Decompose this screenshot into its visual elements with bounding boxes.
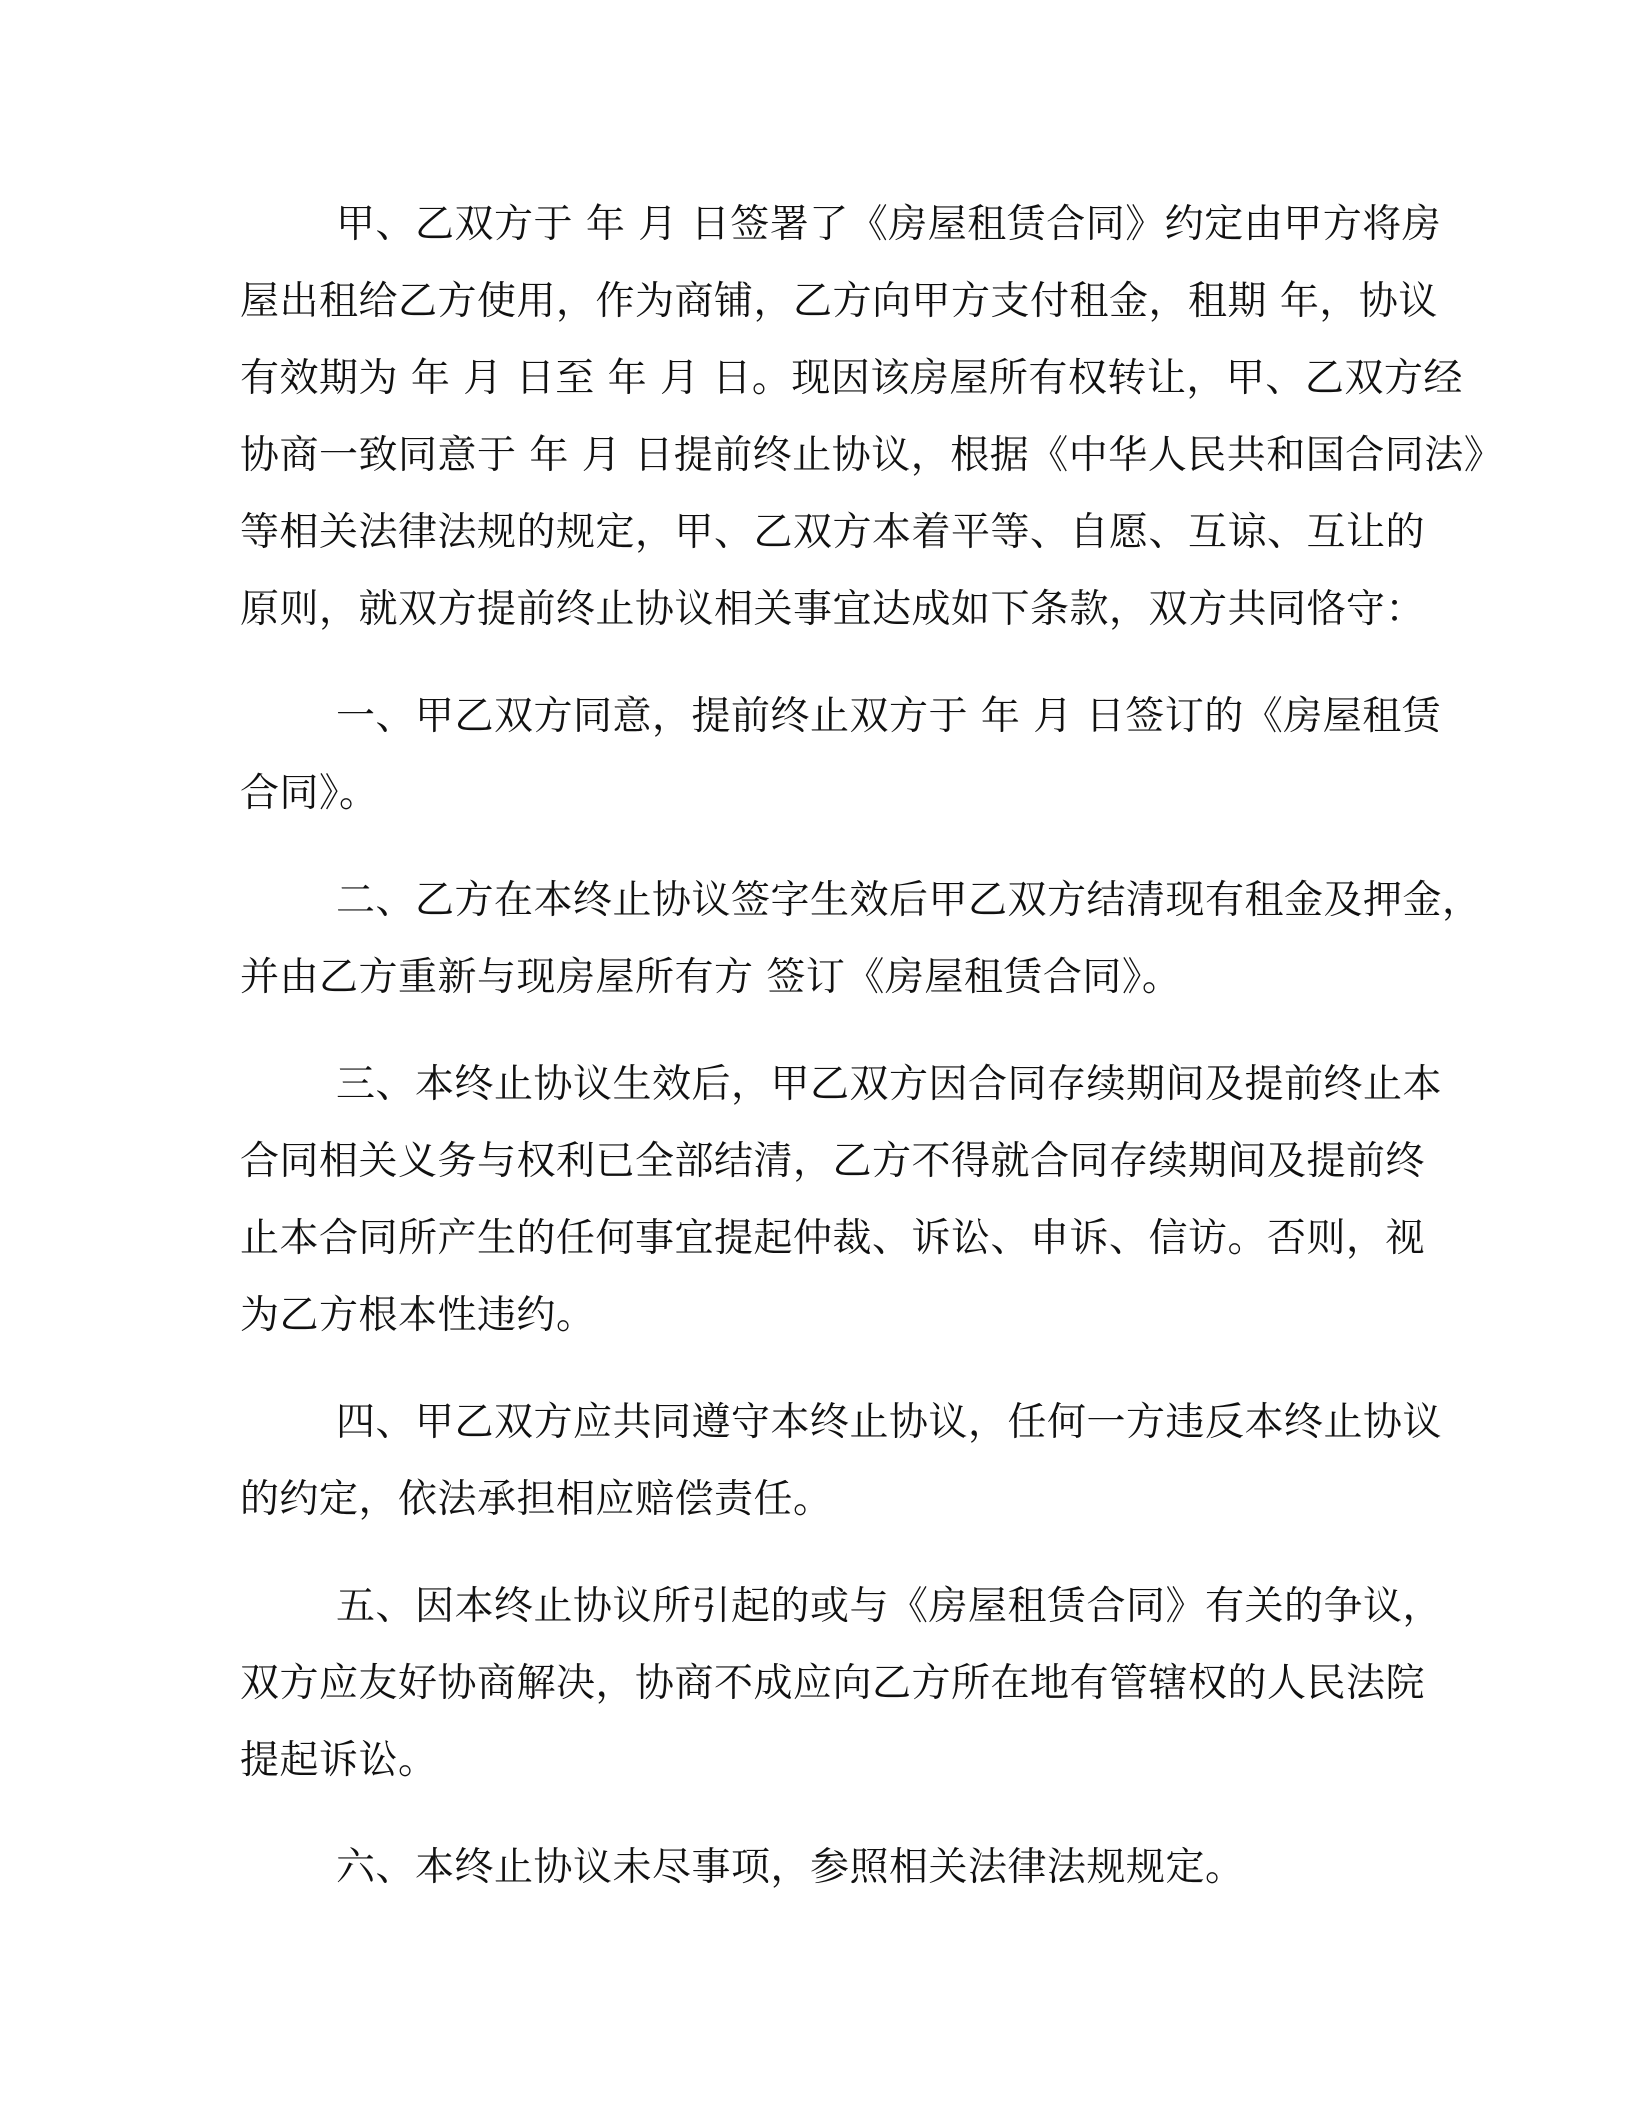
text-line: 四、甲乙双方应共同遵守本终止协议，任何一方违反本终止协议 bbox=[336, 1400, 1443, 1445]
text-line: 止本合同所产生的任何事宜提起仲裁、诉讼、申诉、信访。否则，视 bbox=[240, 1216, 1426, 1261]
text-line: 二、乙方在本终止协议签字生效后甲乙双方结清现有租金及押金， bbox=[336, 878, 1482, 923]
document-body bbox=[240, 186, 1504, 1936]
text-line: 的约定，依法承担相应赔偿责任。 bbox=[240, 1477, 833, 1522]
text-line: 有效期为 年 月 日至 年 月 日。现因该房屋所有权转让，甲、乙双方经 bbox=[240, 356, 1463, 401]
text-line: 一、甲乙双方同意，提前终止双方于 年 月 日签订的《房屋租赁 bbox=[336, 694, 1442, 739]
clause-1 bbox=[240, 678, 1442, 832]
text-line: 原则，就双方提前终止协议相关事宜达成如下条款，双方共同恪守： bbox=[240, 587, 1426, 632]
text-line: 合同相关义务与权利已全部结清，乙方不得就合同存续期间及提前终 bbox=[240, 1139, 1426, 1184]
text-line: 三、本终止协议生效后，甲乙双方因合同存续期间及提前终止本 bbox=[336, 1062, 1443, 1107]
text-line: 合同》。 bbox=[240, 771, 379, 816]
clause-4 bbox=[240, 1384, 1443, 1538]
text-line: 协商一致同意于 年 月 日提前终止协议，根据《中华人民共和国合同法》 bbox=[240, 433, 1504, 478]
clause-3 bbox=[240, 1046, 1443, 1354]
clause-2 bbox=[240, 862, 1482, 1016]
text-line: 双方应友好协商解决，协商不成应向乙方所在地有管辖权的人民法院 bbox=[240, 1661, 1426, 1706]
clause-6 bbox=[240, 1829, 1410, 1906]
text-line: 屋出租给乙方使用，作为商铺，乙方向甲方支付租金，租期 年，协议 bbox=[240, 279, 1438, 324]
text-line: 为乙方根本性违约。 bbox=[240, 1293, 596, 1338]
text-line: 甲、乙双方于 年 月 日签署了《房屋租赁合同》约定由甲方将房 bbox=[336, 202, 1442, 247]
clause-5 bbox=[240, 1568, 1443, 1799]
text-line: 五、因本终止协议所引起的或与《房屋租赁合同》有关的争议， bbox=[336, 1584, 1443, 1629]
text-line: 提起诉讼。 bbox=[240, 1738, 438, 1783]
text-line: 六、本终止协议未尽事项，参照相关法律法规规定。 bbox=[336, 1845, 1245, 1890]
paragraph-preamble bbox=[240, 186, 1504, 648]
text-line: 并由乙方重新与现房屋所有方 签订《房屋租赁合同》。 bbox=[240, 955, 1182, 1000]
text-line: 等相关法律法规的规定，甲、乙双方本着平等、自愿、互谅、互让的 bbox=[240, 510, 1426, 555]
